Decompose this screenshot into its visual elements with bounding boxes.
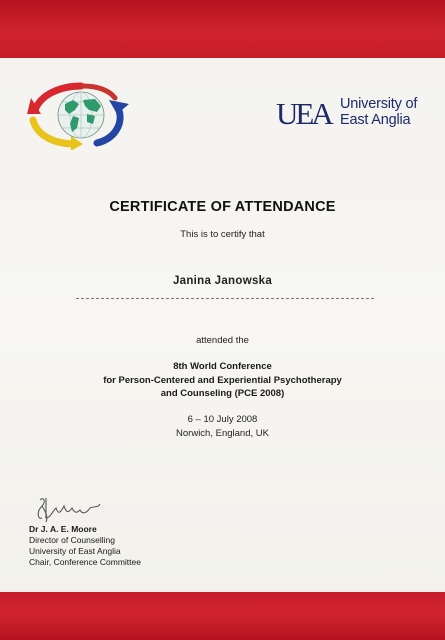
signatory-block [29,524,141,568]
certificate-title: CERTIFICATE OF ATTENDANCE [109,199,336,215]
name-underline [76,298,374,299]
conference-line2: for Person-Centered and Experiential Psychotherapy [103,374,342,386]
conference-title [0,360,445,401]
certify-line: This is to certify that [180,229,265,240]
signatory-name: Dr J. A. E. Moore [29,524,97,534]
conference-location: Norwich, England, UK [176,428,269,439]
conference-line1: 8th World Conference [173,361,272,372]
uea-monogram [276,97,336,127]
university-line2: East Anglia [340,112,411,128]
bottom-red-band [0,592,445,640]
recipient-name: Janina Janowska [172,275,273,287]
uea-mark-text: UEA [276,97,331,127]
university-logo [276,96,426,132]
globe-with-arrows-icon [25,80,137,150]
signatory-role3: Chair, Conference Committee [29,557,141,567]
conference-line3: and Counseling (PCE 2008) [160,388,285,399]
conference-dates: 6 – 10 July 2008 [187,414,258,425]
attended-line: attended the [196,335,249,346]
university-wordmark [340,96,417,128]
signature [32,490,104,526]
top-red-band [0,0,445,58]
university-line1: University of [340,96,418,112]
signatory-role1: Director of Counselling [29,535,115,545]
signatory-role2: University of East Anglia [29,546,121,556]
